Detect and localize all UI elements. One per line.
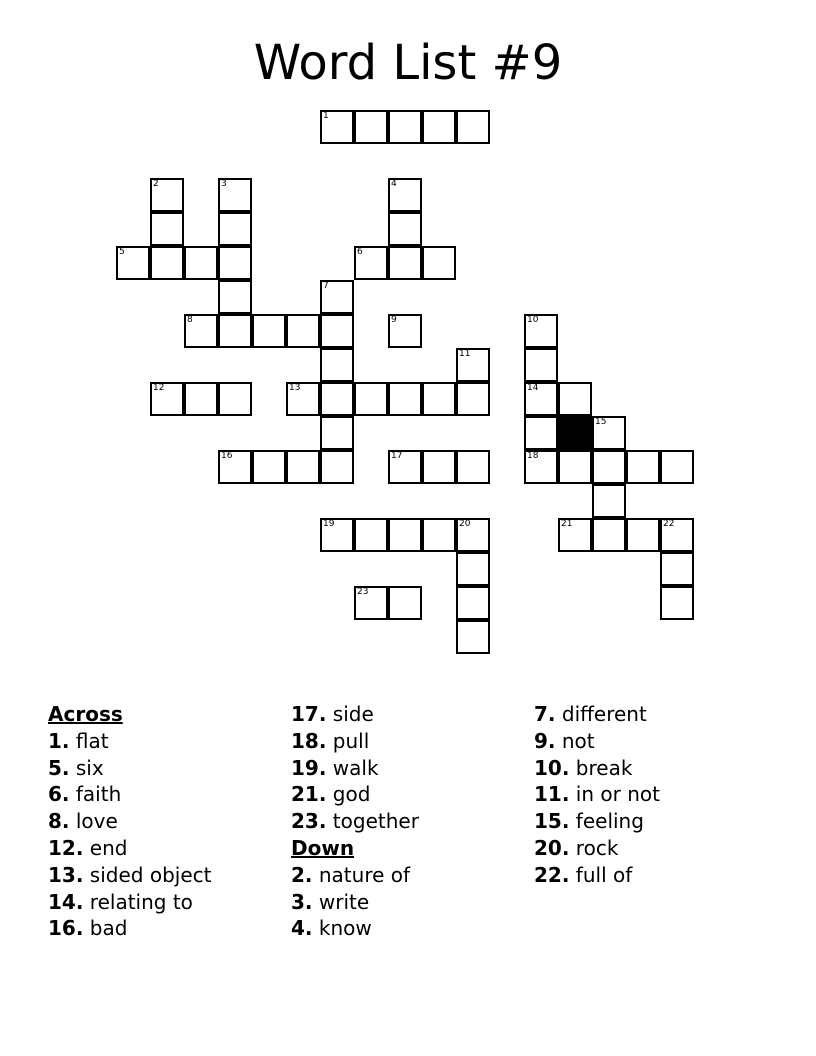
grid-cell[interactable]: [388, 110, 422, 144]
grid-cell[interactable]: [524, 416, 558, 450]
clue-column-1: [48, 701, 211, 942]
clue-number-label: 4.: [291, 916, 313, 941]
clue-number: 2: [153, 179, 159, 189]
clue-number-label: 11.: [534, 782, 570, 807]
across-clue: [48, 755, 211, 782]
across-heading: [48, 701, 211, 728]
grid-cell[interactable]: [456, 518, 490, 552]
clue-column-2: [291, 701, 419, 942]
grid-cell[interactable]: [456, 586, 490, 620]
clue-number: 21: [561, 519, 573, 529]
clue-text: full of: [575, 862, 633, 887]
grid-cell[interactable]: [320, 314, 354, 348]
clue-text: side: [332, 702, 374, 726]
clue-number: 15: [595, 417, 607, 427]
grid-cell[interactable]: [150, 178, 184, 212]
grid-cell[interactable]: [286, 314, 320, 348]
grid-cell[interactable]: [660, 552, 694, 586]
clue-text: pull: [332, 728, 370, 753]
grid-cell[interactable]: [286, 450, 320, 484]
grid-block-cell: [558, 416, 592, 450]
clue-text: not: [561, 728, 595, 753]
down-clue: [291, 889, 419, 916]
grid-cell[interactable]: [320, 110, 354, 144]
clue-number-label: 1.: [48, 728, 70, 753]
clue-number-label: 10.: [534, 755, 570, 780]
grid-cell[interactable]: [388, 382, 422, 416]
grid-cell[interactable]: [252, 314, 286, 348]
grid-cell[interactable]: [218, 314, 252, 348]
clue-text: in or not: [575, 782, 660, 807]
grid-cell[interactable]: [218, 246, 252, 280]
clue-text: write: [318, 889, 370, 914]
grid-cell[interactable]: [592, 518, 626, 552]
down-clue: [534, 755, 660, 782]
grid-cell[interactable]: [320, 280, 354, 314]
clue-number-label: 13.: [48, 862, 84, 887]
across-clue: [291, 781, 419, 808]
grid-cell[interactable]: [354, 246, 388, 280]
grid-cell[interactable]: [660, 450, 694, 484]
grid-cell[interactable]: [388, 314, 422, 348]
clue-number-label: 22.: [534, 862, 570, 887]
grid-cell[interactable]: [422, 450, 456, 484]
grid-cell[interactable]: [184, 314, 218, 348]
clue-text: know: [318, 916, 372, 941]
clue-number: 4: [391, 179, 397, 189]
clue-number-label: 14.: [48, 889, 84, 914]
clue-number: 1: [323, 111, 329, 121]
clue-text: flat: [75, 728, 109, 753]
across-clue: [291, 808, 419, 835]
clue-number-label: 18.: [291, 728, 327, 753]
clue-text: six: [75, 755, 104, 780]
grid-cell[interactable]: [320, 382, 354, 416]
grid-cell[interactable]: [422, 110, 456, 144]
clue-text: rock: [575, 835, 619, 860]
grid-cell[interactable]: [388, 246, 422, 280]
clue-number-label: 7.: [534, 702, 556, 726]
grid-cell[interactable]: [456, 382, 490, 416]
grid-cell[interactable]: [218, 212, 252, 246]
down-clue: [534, 701, 660, 728]
grid-cell[interactable]: [524, 382, 558, 416]
clue-number: 13: [289, 383, 301, 393]
clue-text: god: [332, 782, 371, 807]
clue-number: 19: [323, 519, 335, 529]
grid-cell[interactable]: [558, 518, 592, 552]
grid-cell[interactable]: [252, 450, 286, 484]
clue-number-label: 9.: [534, 728, 556, 753]
clue-number-label: 3.: [291, 889, 313, 914]
across-clue: [48, 889, 211, 916]
clue-number-label: 2.: [291, 862, 313, 887]
clue-number-label: 8.: [48, 809, 70, 834]
clue-text: relating to: [89, 889, 193, 914]
grid-cell[interactable]: [218, 382, 252, 416]
down-clue: [291, 862, 419, 889]
clue-number: 16: [221, 451, 233, 461]
grid-cell[interactable]: [660, 518, 694, 552]
grid-cell[interactable]: [184, 246, 218, 280]
grid-cell[interactable]: [218, 178, 252, 212]
grid-cell[interactable]: [456, 348, 490, 382]
grid-cell[interactable]: [320, 518, 354, 552]
grid-cell[interactable]: [320, 348, 354, 382]
clue-text: end: [89, 835, 128, 860]
grid-cell[interactable]: [660, 586, 694, 620]
clue-number-label: 12.: [48, 835, 84, 860]
clue-number-label: 5.: [48, 755, 70, 780]
grid-cell[interactable]: [388, 450, 422, 484]
clue-text: different: [561, 702, 647, 726]
across-clue: [291, 701, 419, 728]
grid-cell[interactable]: [150, 212, 184, 246]
across-clue: [48, 835, 211, 862]
grid-cell[interactable]: [422, 246, 456, 280]
down-clue: [534, 781, 660, 808]
clue-text: faith: [75, 782, 122, 807]
across-clue: [291, 755, 419, 782]
clue-number: 7: [323, 281, 329, 291]
grid-cell[interactable]: [558, 382, 592, 416]
down-clue: [291, 915, 419, 942]
across-clue: [48, 808, 211, 835]
grid-cell[interactable]: [422, 518, 456, 552]
clue-number: 22: [663, 519, 675, 529]
grid-cell[interactable]: [524, 348, 558, 382]
down-heading-label: Down: [291, 835, 355, 860]
grid-cell[interactable]: [524, 450, 558, 484]
grid-cell[interactable]: [456, 450, 490, 484]
grid-cell[interactable]: [388, 586, 422, 620]
clue-number: 8: [187, 315, 193, 325]
grid-cell[interactable]: [592, 416, 626, 450]
across-clue: [291, 728, 419, 755]
grid-cell[interactable]: [592, 484, 626, 518]
grid-cell[interactable]: [456, 620, 490, 654]
clue-number-label: 17.: [291, 702, 327, 726]
across-heading-label: Across: [48, 702, 123, 726]
grid-cell[interactable]: [354, 110, 388, 144]
clue-text: love: [75, 809, 118, 834]
grid-cell[interactable]: [558, 450, 592, 484]
across-clue: [48, 728, 211, 755]
grid-cell[interactable]: [524, 314, 558, 348]
clue-number: 5: [119, 247, 125, 257]
clue-number-label: 15.: [534, 809, 570, 834]
across-clue: [48, 915, 211, 942]
grid-cell[interactable]: [218, 450, 252, 484]
clue-number: 6: [357, 247, 363, 257]
clue-column-3: [534, 701, 660, 889]
grid-cell[interactable]: [626, 450, 660, 484]
grid-cell[interactable]: [150, 246, 184, 280]
clue-number: 14: [527, 383, 539, 393]
clue-number-label: 6.: [48, 782, 70, 807]
grid-cell[interactable]: [354, 382, 388, 416]
clue-number: 10: [527, 315, 539, 325]
clue-number: 9: [391, 315, 397, 325]
clue-text: together: [332, 809, 419, 834]
grid-cell[interactable]: [592, 450, 626, 484]
across-clue: [48, 781, 211, 808]
down-clue: [534, 835, 660, 862]
down-clue: [534, 862, 660, 889]
grid-cell[interactable]: [354, 518, 388, 552]
clue-text: feeling: [575, 809, 644, 834]
across-clue: [48, 862, 211, 889]
grid-cell[interactable]: [388, 212, 422, 246]
clue-text: sided object: [89, 862, 212, 887]
clue-text: break: [575, 755, 633, 780]
page-title: Word List #9: [253, 35, 563, 91]
clue-number: 20: [459, 519, 471, 529]
grid-cell[interactable]: [388, 518, 422, 552]
clue-number: 18: [527, 451, 539, 461]
grid-cell[interactable]: [456, 552, 490, 586]
clue-number: 11: [459, 349, 471, 359]
grid-cell[interactable]: [116, 246, 150, 280]
grid-cell[interactable]: [286, 382, 320, 416]
grid-cell[interactable]: [320, 416, 354, 450]
grid-cell[interactable]: [184, 382, 218, 416]
grid-cell[interactable]: [320, 450, 354, 484]
grid-cell[interactable]: [422, 382, 456, 416]
clue-text: nature of: [318, 862, 411, 887]
clue-number-label: 23.: [291, 809, 327, 834]
clue-number-label: 19.: [291, 755, 327, 780]
clue-text: bad: [89, 916, 128, 941]
clue-number-label: 16.: [48, 916, 84, 941]
grid-cell[interactable]: [354, 586, 388, 620]
grid-cell[interactable]: [456, 110, 490, 144]
clue-text: walk: [332, 755, 379, 780]
clue-number-label: 21.: [291, 782, 327, 807]
down-clue: [534, 808, 660, 835]
clue-number: 3: [221, 179, 227, 189]
grid-cell[interactable]: [626, 518, 660, 552]
grid-cell[interactable]: [388, 178, 422, 212]
clue-number: 23: [357, 587, 369, 597]
grid-cell[interactable]: [218, 280, 252, 314]
clue-number: 17: [391, 451, 403, 461]
down-heading: [291, 835, 419, 862]
clue-number-label: 20.: [534, 835, 570, 860]
clue-number: 12: [153, 383, 165, 393]
grid-cell[interactable]: [150, 382, 184, 416]
down-clue: [534, 728, 660, 755]
